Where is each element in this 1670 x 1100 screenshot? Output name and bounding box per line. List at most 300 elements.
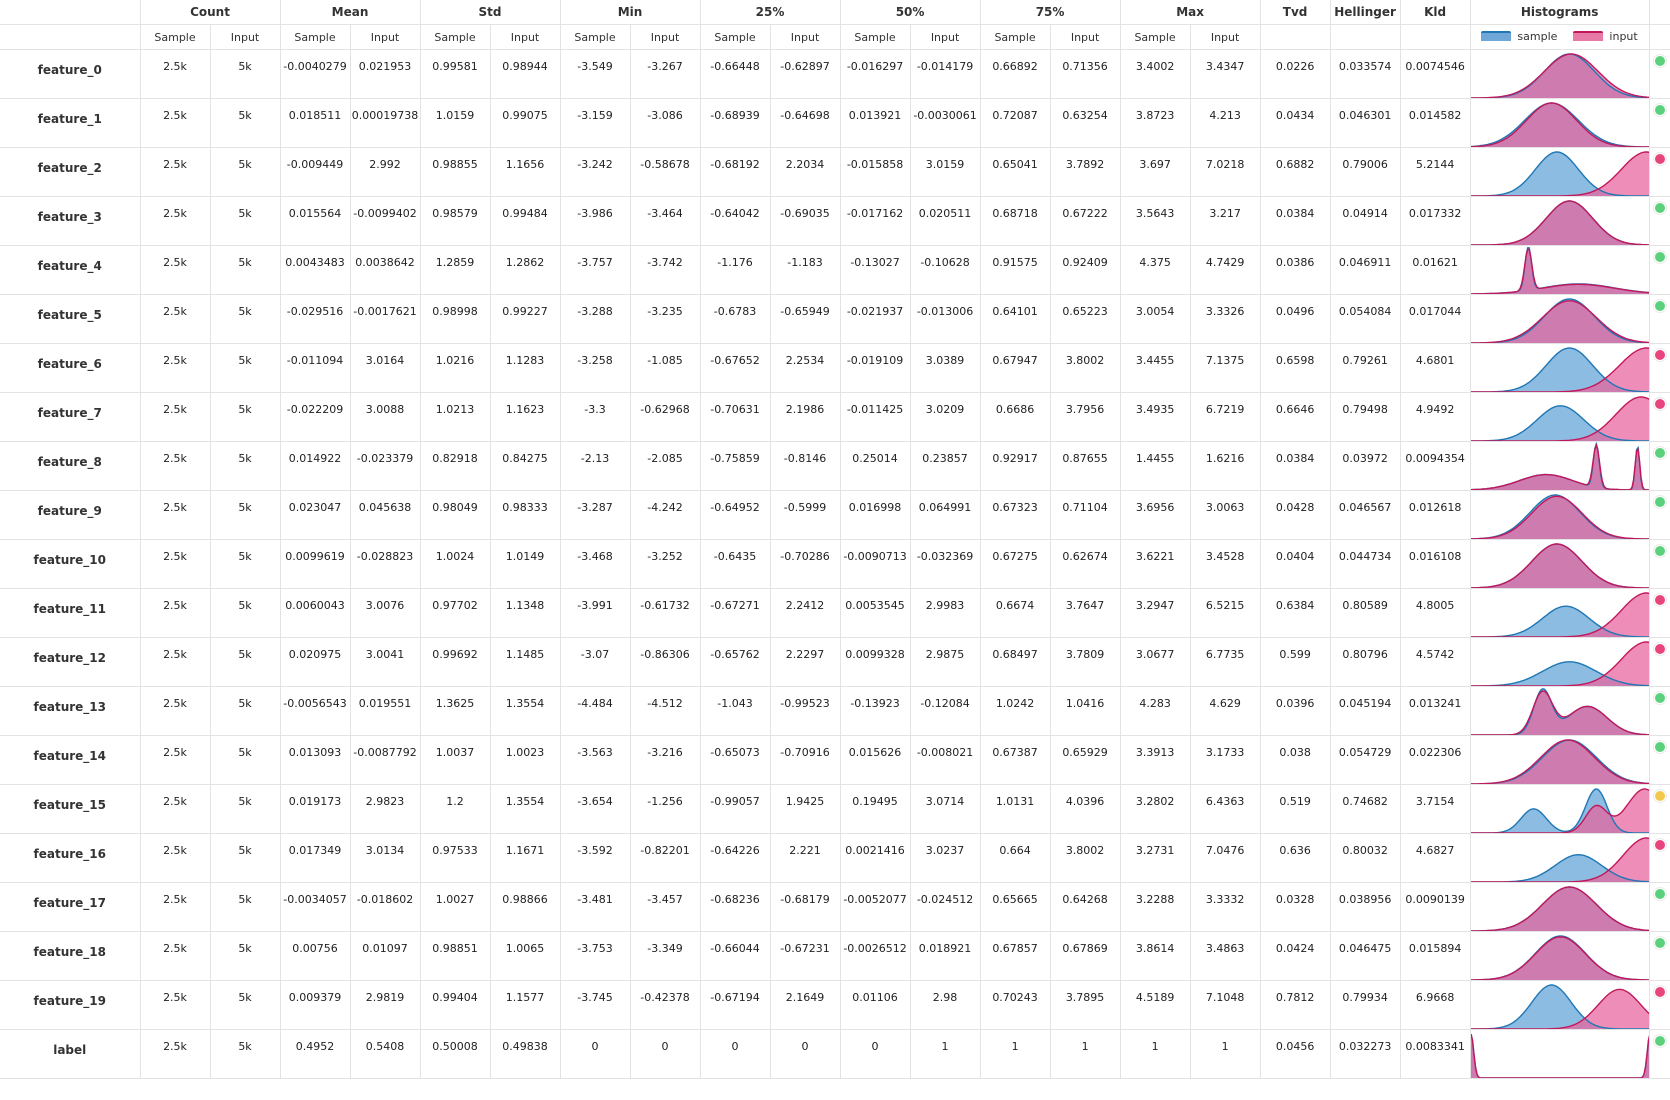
status-cell <box>1649 687 1670 736</box>
cell-value: -3.242 <box>577 158 613 171</box>
histogram-plot <box>1471 687 1650 735</box>
cell-max-i <box>1190 246 1260 295</box>
cell-value: 4.5742 <box>1415 648 1455 661</box>
cell-value: -0.018602 <box>356 893 414 906</box>
cell-p75-s <box>980 834 1050 883</box>
status-indicator-icon <box>1654 741 1666 753</box>
cell-p25-s <box>700 981 770 1030</box>
cell-p75-s <box>980 981 1050 1030</box>
cell-min-s <box>560 638 630 687</box>
cell-tvd <box>1260 148 1330 197</box>
cell-value: 3.4347 <box>1205 60 1245 73</box>
cell-value: 0.046567 <box>1338 501 1392 514</box>
cell-max-s <box>1120 785 1190 834</box>
cell-p50-s <box>840 393 910 442</box>
histogram-cell <box>1470 736 1649 785</box>
cell-value: -0.67271 <box>710 599 760 612</box>
cell-value: -0.82201 <box>640 844 690 857</box>
cell-value: -0.008021 <box>916 746 974 759</box>
cell-min-s <box>560 589 630 638</box>
status-cell <box>1649 736 1670 785</box>
cell-p75-s <box>980 99 1050 148</box>
cell-tvd <box>1260 736 1330 785</box>
cell-value: 1.4455 <box>1135 452 1175 465</box>
cell-mean-i <box>350 393 420 442</box>
sub-sample: Sample <box>280 25 350 50</box>
cell-value: 1 <box>1011 1040 1019 1053</box>
cell-value: 3.0209 <box>925 403 965 416</box>
cell-value: 0.0021416 <box>845 844 905 857</box>
cell-value: 2.9983 <box>925 599 965 612</box>
cell-p75-s <box>980 589 1050 638</box>
cell-value: 2.1649 <box>785 991 825 1004</box>
cell-max-i <box>1190 1030 1260 1079</box>
cell-mean-s <box>280 736 350 785</box>
cell-value: 0.6686 <box>995 403 1035 416</box>
cell-std-s <box>420 638 490 687</box>
cell-hellinger <box>1330 344 1400 393</box>
cell-value: -1.085 <box>647 354 683 367</box>
cell-p50-i <box>910 736 980 785</box>
legend-sample-swatch <box>1481 31 1511 41</box>
cell-p25-s <box>700 197 770 246</box>
cell-value: 3.7154 <box>1415 795 1455 808</box>
feature-name: feature_13 <box>0 687 140 736</box>
cell-p50-i <box>910 834 980 883</box>
cell-count-s <box>140 99 210 148</box>
cell-std-s <box>420 491 490 540</box>
cell-value: 1.0037 <box>435 746 475 759</box>
sub-sample: Sample <box>140 25 210 50</box>
cell-value: 0.67869 <box>1062 942 1108 955</box>
table-row <box>0 589 1670 638</box>
cell-p75-s <box>980 736 1050 785</box>
cell-value: 0.032273 <box>1338 1040 1392 1053</box>
cell-value: 3.2288 <box>1135 893 1175 906</box>
cell-mean-s <box>280 638 350 687</box>
cell-value: -0.68179 <box>780 893 830 906</box>
cell-p25-s <box>700 834 770 883</box>
cell-value: -3.287 <box>577 501 613 514</box>
cell-value: -3.07 <box>580 648 610 661</box>
cell-min-i <box>630 883 700 932</box>
cell-value: 0.63254 <box>1062 109 1108 122</box>
cell-min-i <box>630 1030 700 1079</box>
cell-count-i <box>210 99 280 148</box>
status-indicator-icon <box>1654 251 1666 263</box>
cell-value: 0.65223 <box>1062 305 1108 318</box>
status-cell <box>1649 99 1670 148</box>
cell-value: -0.028823 <box>356 550 414 563</box>
cell-min-s <box>560 442 630 491</box>
cell-value: -0.0030061 <box>913 109 977 122</box>
cell-value: 0.0424 <box>1275 942 1315 955</box>
cell-value: 0.021953 <box>358 60 412 73</box>
cell-value: -0.032369 <box>916 550 974 563</box>
cell-count-s <box>140 491 210 540</box>
cell-p50-s <box>840 246 910 295</box>
cell-value: 5k <box>238 599 252 612</box>
cell-count-s <box>140 540 210 589</box>
cell-mean-i <box>350 1030 420 1079</box>
cell-value: 0.0226 <box>1275 60 1315 73</box>
cell-std-i <box>490 491 560 540</box>
cell-value: 0.017349 <box>288 844 342 857</box>
cell-value: -0.68939 <box>710 109 760 122</box>
cell-value: 4.6801 <box>1415 354 1455 367</box>
cell-min-i <box>630 148 700 197</box>
cell-p75-s <box>980 344 1050 393</box>
cell-value: 5k <box>238 403 252 416</box>
cell-value: 3.0389 <box>925 354 965 367</box>
cell-value: 0.4952 <box>295 1040 335 1053</box>
cell-min-i <box>630 736 700 785</box>
cell-kld <box>1400 687 1470 736</box>
histogram-cell <box>1470 50 1649 99</box>
cell-value: 0.84275 <box>502 452 548 465</box>
cell-max-s <box>1120 491 1190 540</box>
cell-std-i <box>490 540 560 589</box>
histogram-cell <box>1470 295 1649 344</box>
cell-value: -3.159 <box>577 109 613 122</box>
cell-p75-i <box>1050 246 1120 295</box>
cell-value: 0.99581 <box>432 60 478 73</box>
cell-p25-i <box>770 589 840 638</box>
cell-p50-i <box>910 638 980 687</box>
cell-value: 2.2034 <box>785 158 825 171</box>
cell-p25-s <box>700 295 770 344</box>
histogram-cell <box>1470 883 1649 932</box>
cell-value: -0.016297 <box>846 60 904 73</box>
cell-mean-s <box>280 687 350 736</box>
cell-value: 0.046475 <box>1338 942 1392 955</box>
cell-value: 2.1986 <box>785 403 825 416</box>
cell-min-s <box>560 687 630 736</box>
cell-kld <box>1400 981 1470 1030</box>
sub-empty <box>1649 25 1670 50</box>
cell-value: 0.67387 <box>992 746 1038 759</box>
cell-std-s <box>420 736 490 785</box>
cell-value: 0.19495 <box>852 795 898 808</box>
cell-p25-i <box>770 932 840 981</box>
cell-value: 0.664 <box>999 844 1031 857</box>
cell-max-i <box>1190 344 1260 393</box>
table-row <box>0 785 1670 834</box>
cell-value: 0.91575 <box>992 256 1038 269</box>
cell-std-s <box>420 442 490 491</box>
cell-value: 4.7429 <box>1205 256 1245 269</box>
cell-hellinger <box>1330 197 1400 246</box>
cell-tvd <box>1260 981 1330 1030</box>
cell-value: 0.68497 <box>992 648 1038 661</box>
cell-tvd <box>1260 442 1330 491</box>
cell-p25-s <box>700 785 770 834</box>
cell-p50-i <box>910 540 980 589</box>
cell-std-s <box>420 785 490 834</box>
cell-value: 3.0714 <box>925 795 965 808</box>
status-indicator-icon <box>1654 153 1666 165</box>
status-indicator-icon <box>1654 937 1666 949</box>
cell-value: 0.054084 <box>1338 305 1392 318</box>
cell-value: -0.75859 <box>710 452 760 465</box>
cell-value: 4.213 <box>1209 109 1241 122</box>
cell-value: 1.0149 <box>505 550 545 563</box>
cell-value: -0.5999 <box>783 501 827 514</box>
cell-value: 3.0164 <box>365 354 405 367</box>
cell-p50-i <box>910 1030 980 1079</box>
cell-mean-s <box>280 197 350 246</box>
cell-min-s <box>560 50 630 99</box>
cell-value: 3.2947 <box>1135 599 1175 612</box>
cell-value: 0.046301 <box>1338 109 1392 122</box>
cell-value: -0.65949 <box>780 305 830 318</box>
cell-p50-s <box>840 785 910 834</box>
cell-value: 0.014922 <box>288 452 342 465</box>
cell-min-i <box>630 589 700 638</box>
cell-value: 4.629 <box>1209 697 1241 710</box>
cell-max-s <box>1120 442 1190 491</box>
cell-value: 3.4002 <box>1135 60 1175 73</box>
cell-value: 2.5k <box>163 746 187 759</box>
cell-p25-i <box>770 393 840 442</box>
cell-count-s <box>140 638 210 687</box>
col-kld: Kld <box>1400 0 1470 25</box>
cell-p50-s <box>840 834 910 883</box>
cell-value: -0.64226 <box>710 844 760 857</box>
status-cell <box>1649 393 1670 442</box>
cell-value: 1.3625 <box>435 697 475 710</box>
histogram-plot <box>1471 1030 1650 1078</box>
histogram-plot <box>1471 638 1650 686</box>
cell-value: 2.2412 <box>785 599 825 612</box>
cell-kld <box>1400 883 1470 932</box>
cell-value: -0.70916 <box>780 746 830 759</box>
cell-mean-s <box>280 491 350 540</box>
cell-value: 5k <box>238 893 252 906</box>
cell-kld <box>1400 393 1470 442</box>
cell-value: 0.6598 <box>1275 354 1315 367</box>
cell-p50-s <box>840 883 910 932</box>
cell-value: -0.67231 <box>780 942 830 955</box>
histogram-plot <box>1471 197 1650 245</box>
cell-std-i <box>490 1030 560 1079</box>
cell-min-s <box>560 1030 630 1079</box>
cell-kld <box>1400 785 1470 834</box>
histogram-cell <box>1470 981 1649 1030</box>
cell-mean-s <box>280 99 350 148</box>
cell-value: 0.022306 <box>1408 746 1462 759</box>
cell-max-i <box>1190 932 1260 981</box>
cell-value: 6.7219 <box>1205 403 1245 416</box>
cell-value: 0.020975 <box>288 648 342 661</box>
cell-value: 3.4528 <box>1205 550 1245 563</box>
cell-count-i <box>210 687 280 736</box>
status-cell <box>1649 1030 1670 1079</box>
cell-value: 0.016998 <box>848 501 902 514</box>
legend-input-label: input <box>1609 29 1638 43</box>
cell-value: 1 <box>1081 1040 1089 1053</box>
cell-tvd <box>1260 785 1330 834</box>
cell-value: 0.0099619 <box>285 550 345 563</box>
cell-p75-i <box>1050 1030 1120 1079</box>
histogram-cell <box>1470 491 1649 540</box>
cell-value: 0.020511 <box>918 207 972 220</box>
feature-name: feature_6 <box>0 344 140 393</box>
cell-value: 0.97702 <box>432 599 478 612</box>
cell-value: 1.0242 <box>995 697 1035 710</box>
cell-value: -4.242 <box>647 501 683 514</box>
cell-value: -4.484 <box>577 697 613 710</box>
cell-p25-i <box>770 442 840 491</box>
feature-name: feature_17 <box>0 883 140 932</box>
cell-value: 0.014582 <box>1408 109 1462 122</box>
cell-kld <box>1400 491 1470 540</box>
histogram-plot <box>1471 540 1650 588</box>
cell-value: 3.3913 <box>1135 746 1175 759</box>
cell-value: 5k <box>238 158 252 171</box>
cell-value: 5k <box>238 452 252 465</box>
cell-mean-s <box>280 589 350 638</box>
cell-count-i <box>210 393 280 442</box>
cell-min-i <box>630 442 700 491</box>
cell-hellinger <box>1330 589 1400 638</box>
cell-value: 1.0159 <box>435 109 475 122</box>
cell-value: 0.79006 <box>1342 158 1388 171</box>
histogram-plot <box>1471 246 1650 294</box>
cell-value: -0.12084 <box>920 697 970 710</box>
cell-std-i <box>490 932 560 981</box>
cell-min-s <box>560 246 630 295</box>
cell-p75-i <box>1050 393 1120 442</box>
cell-std-s <box>420 295 490 344</box>
cell-value: -0.015858 <box>846 158 904 171</box>
cell-p25-i <box>770 344 840 393</box>
cell-value: 3.0134 <box>365 844 405 857</box>
cell-value: -0.017162 <box>846 207 904 220</box>
table-row <box>0 981 1670 1030</box>
cell-value: 3.0677 <box>1135 648 1175 661</box>
cell-kld <box>1400 442 1470 491</box>
cell-value: 0.019551 <box>358 697 412 710</box>
cell-value: -0.011094 <box>286 354 344 367</box>
cell-value: 1.0213 <box>435 403 475 416</box>
cell-max-i <box>1190 981 1260 1030</box>
cell-value: 3.4863 <box>1205 942 1245 955</box>
cell-p50-s <box>840 197 910 246</box>
cell-value: 1.1283 <box>505 354 545 367</box>
cell-value: -0.70286 <box>780 550 830 563</box>
cell-tvd <box>1260 344 1330 393</box>
cell-max-i <box>1190 540 1260 589</box>
cell-value: 2.98 <box>932 991 958 1004</box>
cell-value: 0.67275 <box>992 550 1038 563</box>
cell-value: 3.0063 <box>1205 501 1245 514</box>
cell-p50-s <box>840 687 910 736</box>
histogram-plot <box>1471 442 1650 490</box>
cell-value: 0.0404 <box>1275 550 1315 563</box>
cell-value: 0.97533 <box>432 844 478 857</box>
cell-mean-s <box>280 785 350 834</box>
cell-value: 2.5k <box>163 305 187 318</box>
legend <box>1481 30 1637 43</box>
cell-p50-i <box>910 295 980 344</box>
cell-p25-s <box>700 540 770 589</box>
col-group-std: Std <box>420 0 560 25</box>
cell-count-s <box>140 197 210 246</box>
cell-value: 3.7647 <box>1065 599 1105 612</box>
cell-value: 1 <box>941 1040 949 1053</box>
cell-value: 3.4935 <box>1135 403 1175 416</box>
cell-kld <box>1400 638 1470 687</box>
cell-p25-i <box>770 295 840 344</box>
status-indicator-icon <box>1654 300 1666 312</box>
histogram-cell <box>1470 834 1649 883</box>
cell-p75-i <box>1050 491 1120 540</box>
cell-kld <box>1400 540 1470 589</box>
cell-value: 7.1048 <box>1205 991 1245 1004</box>
cell-mean-i <box>350 638 420 687</box>
cell-max-s <box>1120 99 1190 148</box>
cell-value: 0.03972 <box>1342 452 1388 465</box>
histogram-cell <box>1470 148 1649 197</box>
legend-input-swatch <box>1573 31 1603 41</box>
cell-p50-i <box>910 491 980 540</box>
cell-std-s <box>420 932 490 981</box>
status-cell <box>1649 491 1670 540</box>
cell-max-s <box>1120 393 1190 442</box>
cell-value: 0.92917 <box>992 452 1038 465</box>
cell-mean-i <box>350 442 420 491</box>
cell-value: -0.13027 <box>850 256 900 269</box>
feature-name: feature_0 <box>0 50 140 99</box>
cell-value: 2.5k <box>163 354 187 367</box>
cell-value: 0.0328 <box>1275 893 1315 906</box>
cell-p50-i <box>910 883 980 932</box>
cell-mean-s <box>280 883 350 932</box>
cell-min-s <box>560 834 630 883</box>
histogram-cell <box>1470 1030 1649 1079</box>
cell-std-i <box>490 99 560 148</box>
cell-value: 2.5k <box>163 795 187 808</box>
cell-value: 0.0456 <box>1275 1040 1315 1053</box>
cell-value: -0.65762 <box>710 648 760 661</box>
cell-mean-i <box>350 834 420 883</box>
cell-max-i <box>1190 834 1260 883</box>
cell-p75-s <box>980 148 1050 197</box>
cell-p25-i <box>770 148 840 197</box>
cell-value: 0.98944 <box>502 60 548 73</box>
cell-value: -0.62897 <box>780 60 830 73</box>
cell-tvd <box>1260 491 1330 540</box>
cell-min-s <box>560 99 630 148</box>
cell-value: -0.68192 <box>710 158 760 171</box>
cell-value: 1.1348 <box>505 599 545 612</box>
cell-tvd <box>1260 687 1330 736</box>
cell-p75-i <box>1050 50 1120 99</box>
histogram-sample-line <box>1471 1034 1650 1078</box>
cell-std-i <box>490 589 560 638</box>
status-indicator-icon <box>1654 545 1666 557</box>
cell-kld <box>1400 197 1470 246</box>
col-hellinger: Hellinger <box>1330 0 1400 25</box>
cell-value: 0.98851 <box>432 942 478 955</box>
col-histograms: Histograms <box>1470 0 1649 25</box>
header-row-sub <box>0 25 1670 50</box>
cell-value: 1.1485 <box>505 648 545 661</box>
cell-value: 2.5k <box>163 844 187 857</box>
cell-value: -0.64698 <box>780 109 830 122</box>
histogram-sample-area <box>1471 1034 1650 1078</box>
